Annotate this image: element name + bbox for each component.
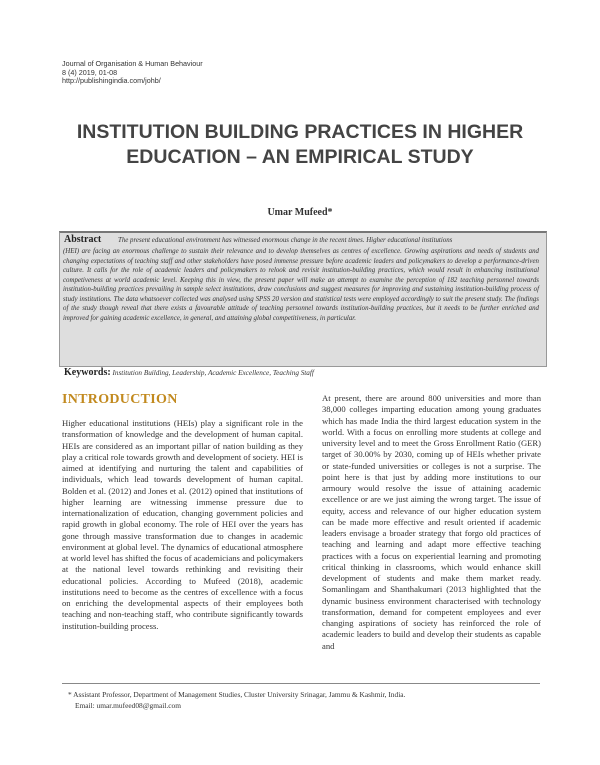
abstract-first-line: The present educational environment has witnessed enormous change in the recent times. Higher educational institutions <box>118 237 453 244</box>
keywords-text: Institution Building, Leadership, Academic Excellence, Teaching Staff <box>112 369 314 377</box>
journal-name: Journal of Organisation & Human Behaviour <box>62 59 203 68</box>
introduction-heading: INTRODUCTION <box>62 392 178 407</box>
journal-info <box>62 60 203 86</box>
footnote <box>68 689 405 711</box>
abstract-text: (HEI) are facing an enormous challenge to sustain their relevance and to develop themselves as centres of excellence. Growing aspirations and needs of students and changing expectations of teaching staff and other stakeholders have posed immense pressure before academic leaders and policymakers to develop a performance-driven culture. It calls for the role of academic leaders and policymakers to relook and revisit institution-building practices, which would result in enhancing institutional competiveness at world academic level. Keeping this in view, the present paper will make an attempt to examine the perception of 182 teaching personnel towards institution-building practices prevailing in sample select institutions, draw conclusions and suggest measures for improving and sustaining institution-building process of study institutions. The data whatsoever collected was analysed using SPSS 20 version and statistical tests were employed accordingly to suit the present study. The findings of the study though reveal that there exists a favourable attitude of teaching personnel towards institution-building practices, but it needs to be further enriched and improved for gaining academic excellence, in general, and attaining global competitiveness, in particular. <box>63 248 539 322</box>
footnote-email[interactable]: Email: umar.mufeed08@gmail.com <box>75 701 181 710</box>
journal-url[interactable]: http://publishingindia.com/johb/ <box>62 76 161 86</box>
journal-issue: 8 (4) 2019, 01-08 <box>62 67 118 77</box>
paper-title: INSTITUTION BUILDING PRACTICES IN HIGHER EDUCATION – AN EMPIRICAL STUDY <box>76 121 524 168</box>
abstract-label: Abstract <box>64 234 102 245</box>
footnote-affiliation: * Assistant Professor, Department of Management Studies, Cluster University Srinagar, Jammu & Kashmir, India. <box>68 690 406 699</box>
footnote-divider <box>62 683 540 684</box>
keywords-label: Keywords: <box>64 367 111 378</box>
author-name: Umar Mufeed* <box>267 207 333 218</box>
intro-right-column: At present, there are around 800 universities and more than 38,000 colleges imparting education among young graduates which has made India the third largest education system in the world. With a focus on enrolling more students at college and university level and to meet the Gross Enrollment Ratio (GER) target of 30.00% by 2030, coming up of HEIs whether private or state-funded universities or colleges is not a surprise. The point here is that just by adding more institutions to our armoury would resolve the issue of attaining academic excellence or are we just aiming the wrong target. The issue of equity, access and relevance of our higher education system can be made more effective and result oriented if academic leaders envisage a broader strategy that forgo old practices of teaching and learning and adapt more effective teaching practices with a focus on experiential learning and promoting critical thinking in classrooms, which would enhance skill development of students and make them market ready. Somanlingam and Shanthakumari (2013 highlighted that the dynamic business environment characterised with technology transformation, demand for competent employees and ever changing aspirations of society has reinforced the role of academic leaders to build and develop their students as capable and <box>322 393 541 651</box>
keywords <box>64 367 544 378</box>
intro-left-column: Higher educational institutions (HEIs) play a significant role in the transformation of knowledge and the development of human capital. HEIs are considered as an important pillar of nation building as they play a critical role towards growth and development of society. HEI is aimed at identifying and nurturing the talent and capabilities of individuals, which lead towards development of human capital. Bolden et al. (2012) and Jones et al. (2012) opined that institutions of higher learning are witnessing immense pressure due to internationalization of education, changing government policies and rapid growth in global economy. The role of HEI over the years has gone through massive transformation due to changes in academic environment at global level. The dynamics of educational atmosphere at world level has shifted the focus of academicians and policymakers at the national level towards rethinking and revisiting their educational policies. According to Mufeed (2018), academic institutions need to become as the centres of excellence with a focus on enriching the developmental aspects of their employees both teaching and non-teaching staff, who contribute significantly towards institution-building process. <box>62 418 303 631</box>
